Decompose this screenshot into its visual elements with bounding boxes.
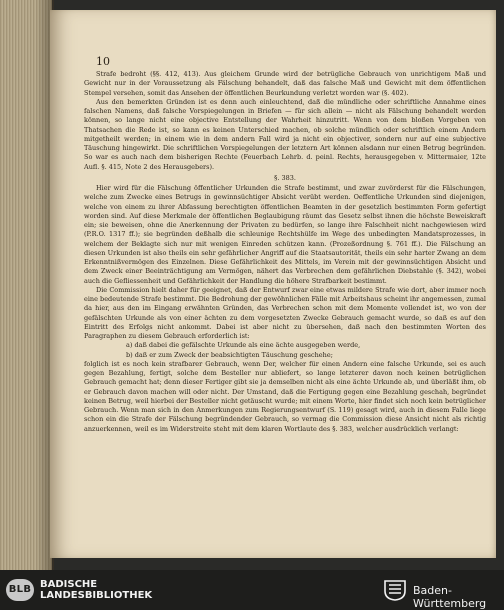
book-page bbox=[50, 10, 496, 558]
list-item: a) daß dabei die gefälschte Urkunde als eine ächte ausgegeben werde, bbox=[126, 341, 361, 350]
paragraph: Strafe bedroht (§§. 412, 413). Aus gleichem Grunde wird der betrügliche Gebrauch von unrichtigem Maß und Gewicht nur in der Voraussetzung als Fälschung behandelt, daß das falsche Maß und Gewicht mit dem öffentlichen Stempel versehen, somit das Ansehen der öffentlichen Beurkundung verletzt worden war (§. 402). bbox=[84, 70, 486, 97]
list-item: b) daß er zum Zweck der beabsichtigten Täuschung geschehe; bbox=[126, 350, 333, 359]
library-name-line1: BADISCHE bbox=[40, 579, 98, 590]
state-crest-icon bbox=[381, 579, 409, 601]
paragraph: Hier wird für die Fälschung öffentlicher Urkunden die Strafe bestimmt, und zwar zuvörderst für die Fälschungen, welche zum Zwecke eines Betrugs in gewinnsüchtiger Absicht verübt werden. Oeffentliche Urkunden sind diejenigen, welche von einem zu ihrer Abfassung berechtigten öffentlichen Beamten in der gesetzlich bestimmten Form gefertigt worden sind. Auf diese Merkmale der öffentlichen Beglaubigung räumt das Gesetz selbst ihnen die höchste Beweiskraft ein; sie beweisen, ohne die Anerkennung der Privaten zu bedürfen, so lange ihre Falschheit nicht nachgewiesen wird (P.R.O. 1317 ff.); sie begründen deßhalb die schleunige Rechtshülfe im Wege des unbedingten Mandatsprozesses, in welchem der Beklagte sich nur mit wenigen Einreden schützen kann. (Prozeßordnung §. 761 ff.). Die Fälschung an diesen Urkunden ist also theils ein sehr gefährlicher Angriff auf die Staatsautorität, theils ein sehr harter Zwang an dem Erkenntnißvermögen des Einzelnen. Diese Gefährlichkeit des Mittels, im Verein mit der gewinnsüchtigen Absicht und dem Zweck einer Beeinträchtigung am Vermögen, nähert das Verbrechen dem gefährlichen Diebstahle (§. 342), wobei auch die Gefliessenheit und Gefährlichkeit der Handlung die höhere Strafbarkeit bestimmt. bbox=[84, 184, 486, 285]
library-name[interactable] bbox=[40, 579, 152, 601]
paragraph: folglich ist es noch kein strafbarer Gebrauch, wenn Der, welcher für einen Andern eine falsche Urkunde, sei es auch gegen Bezahlung, fertigt, solche dem Besteller nur abliefert, so lange letzterer davon noch keinen betrüglichen Gebrauch gemacht hat; denn dieser Fertiger gibt sie ja demselben nicht als eine ächte Urkunde ab, und überläßt ihm, ob er Gebrauch davon machen will oder nicht. Der Umstand, daß die Fertigung gegen eine Bezahlung geschah, begründet keinen Betrug, weil hierbei der Besteller nicht getäuscht wurde; mit einem Worte, hier findet sich noch kein betrüglicher Gebrauch. Wenn man sich in den Anmerkungen zum Regierungsentwurf (S. 119) gesagt wird, auch in diesem Falle liege schon ein die Strafe der Fälschung begründender Gebrauch, so vermag die Commission diese Ansicht nicht als richtig anzuerkennen, weil es im Widerstreite steht mit dem klaren Wortlaute des §. 383, welcher ausdrücklich verlangt: bbox=[84, 359, 486, 433]
paragraph: Die Commission hielt daher für geeignet, daß der Entwurf zwar eine etwas mildere Strafe wie dort, aber immer noch eine bedeutende Strafe bestimmt. Die Bedrohung der gewöhnlichen Fälle mit Arbeitshaus scheint ihr angemessen, zumal da hier, aus den im Eingang erwähnten Gründen, das Verbrechen schon mit dem Momente vollendet ist, wo von der gefälschten Urkunde als von einer ächten zu dem vorgesetzten Zwecke Gebrauch gemacht wurde, so daß es auf den Eintritt des Erfolgs nicht ankommt. Dabei ist aber nicht zu übersehen, daß nach den bestimmten Worten des Paragraphen zu diesem Gebrauch erforderlich ist: bbox=[84, 285, 486, 340]
page-body-text bbox=[84, 70, 486, 434]
blb-logo[interactable]: BLB bbox=[6, 579, 34, 601]
state-name[interactable]: Baden-Württemberg bbox=[413, 584, 487, 610]
paragraph: Aus den bemerkten Gründen ist es denn auch einleuchtend, daß die mündliche oder schriftliche Annahme eines falschen Namens, daß falsche Vorspiegelungen in Briefen — für sich allein — nicht als Fälschung behandelt werden können, so lange nicht eine objective Entstellung der Wahrheit hinzutritt. Wenn von dem bloßen Vorgeben von Thatsachen die Rede ist, so kann es keinen Unterschied machen, ob solche mündlich oder schriftlich einem Andern mitgetheilt werden; in einem wie in dem andern Fall wird ja nicht ein objectiver, sondern nur auf eine subjective Täuschung hingewirkt. Die schriftlichen Vorspiegelungen der letztern Art können alsdann nur einen Betrug begründen. So war es auch nach dem bisherigen Rechte (Feuerbach Lehrb. d. peinl. Rechts, herausgegeben v. Mittermaier, 12te Aufl. §. 415, Note 2 des Herausgebers). bbox=[84, 97, 486, 171]
library-name-line2: LANDESBIBLIOTHEK bbox=[40, 590, 153, 601]
section-heading: §. 383. bbox=[274, 173, 296, 182]
page-number: 10 bbox=[96, 55, 110, 68]
